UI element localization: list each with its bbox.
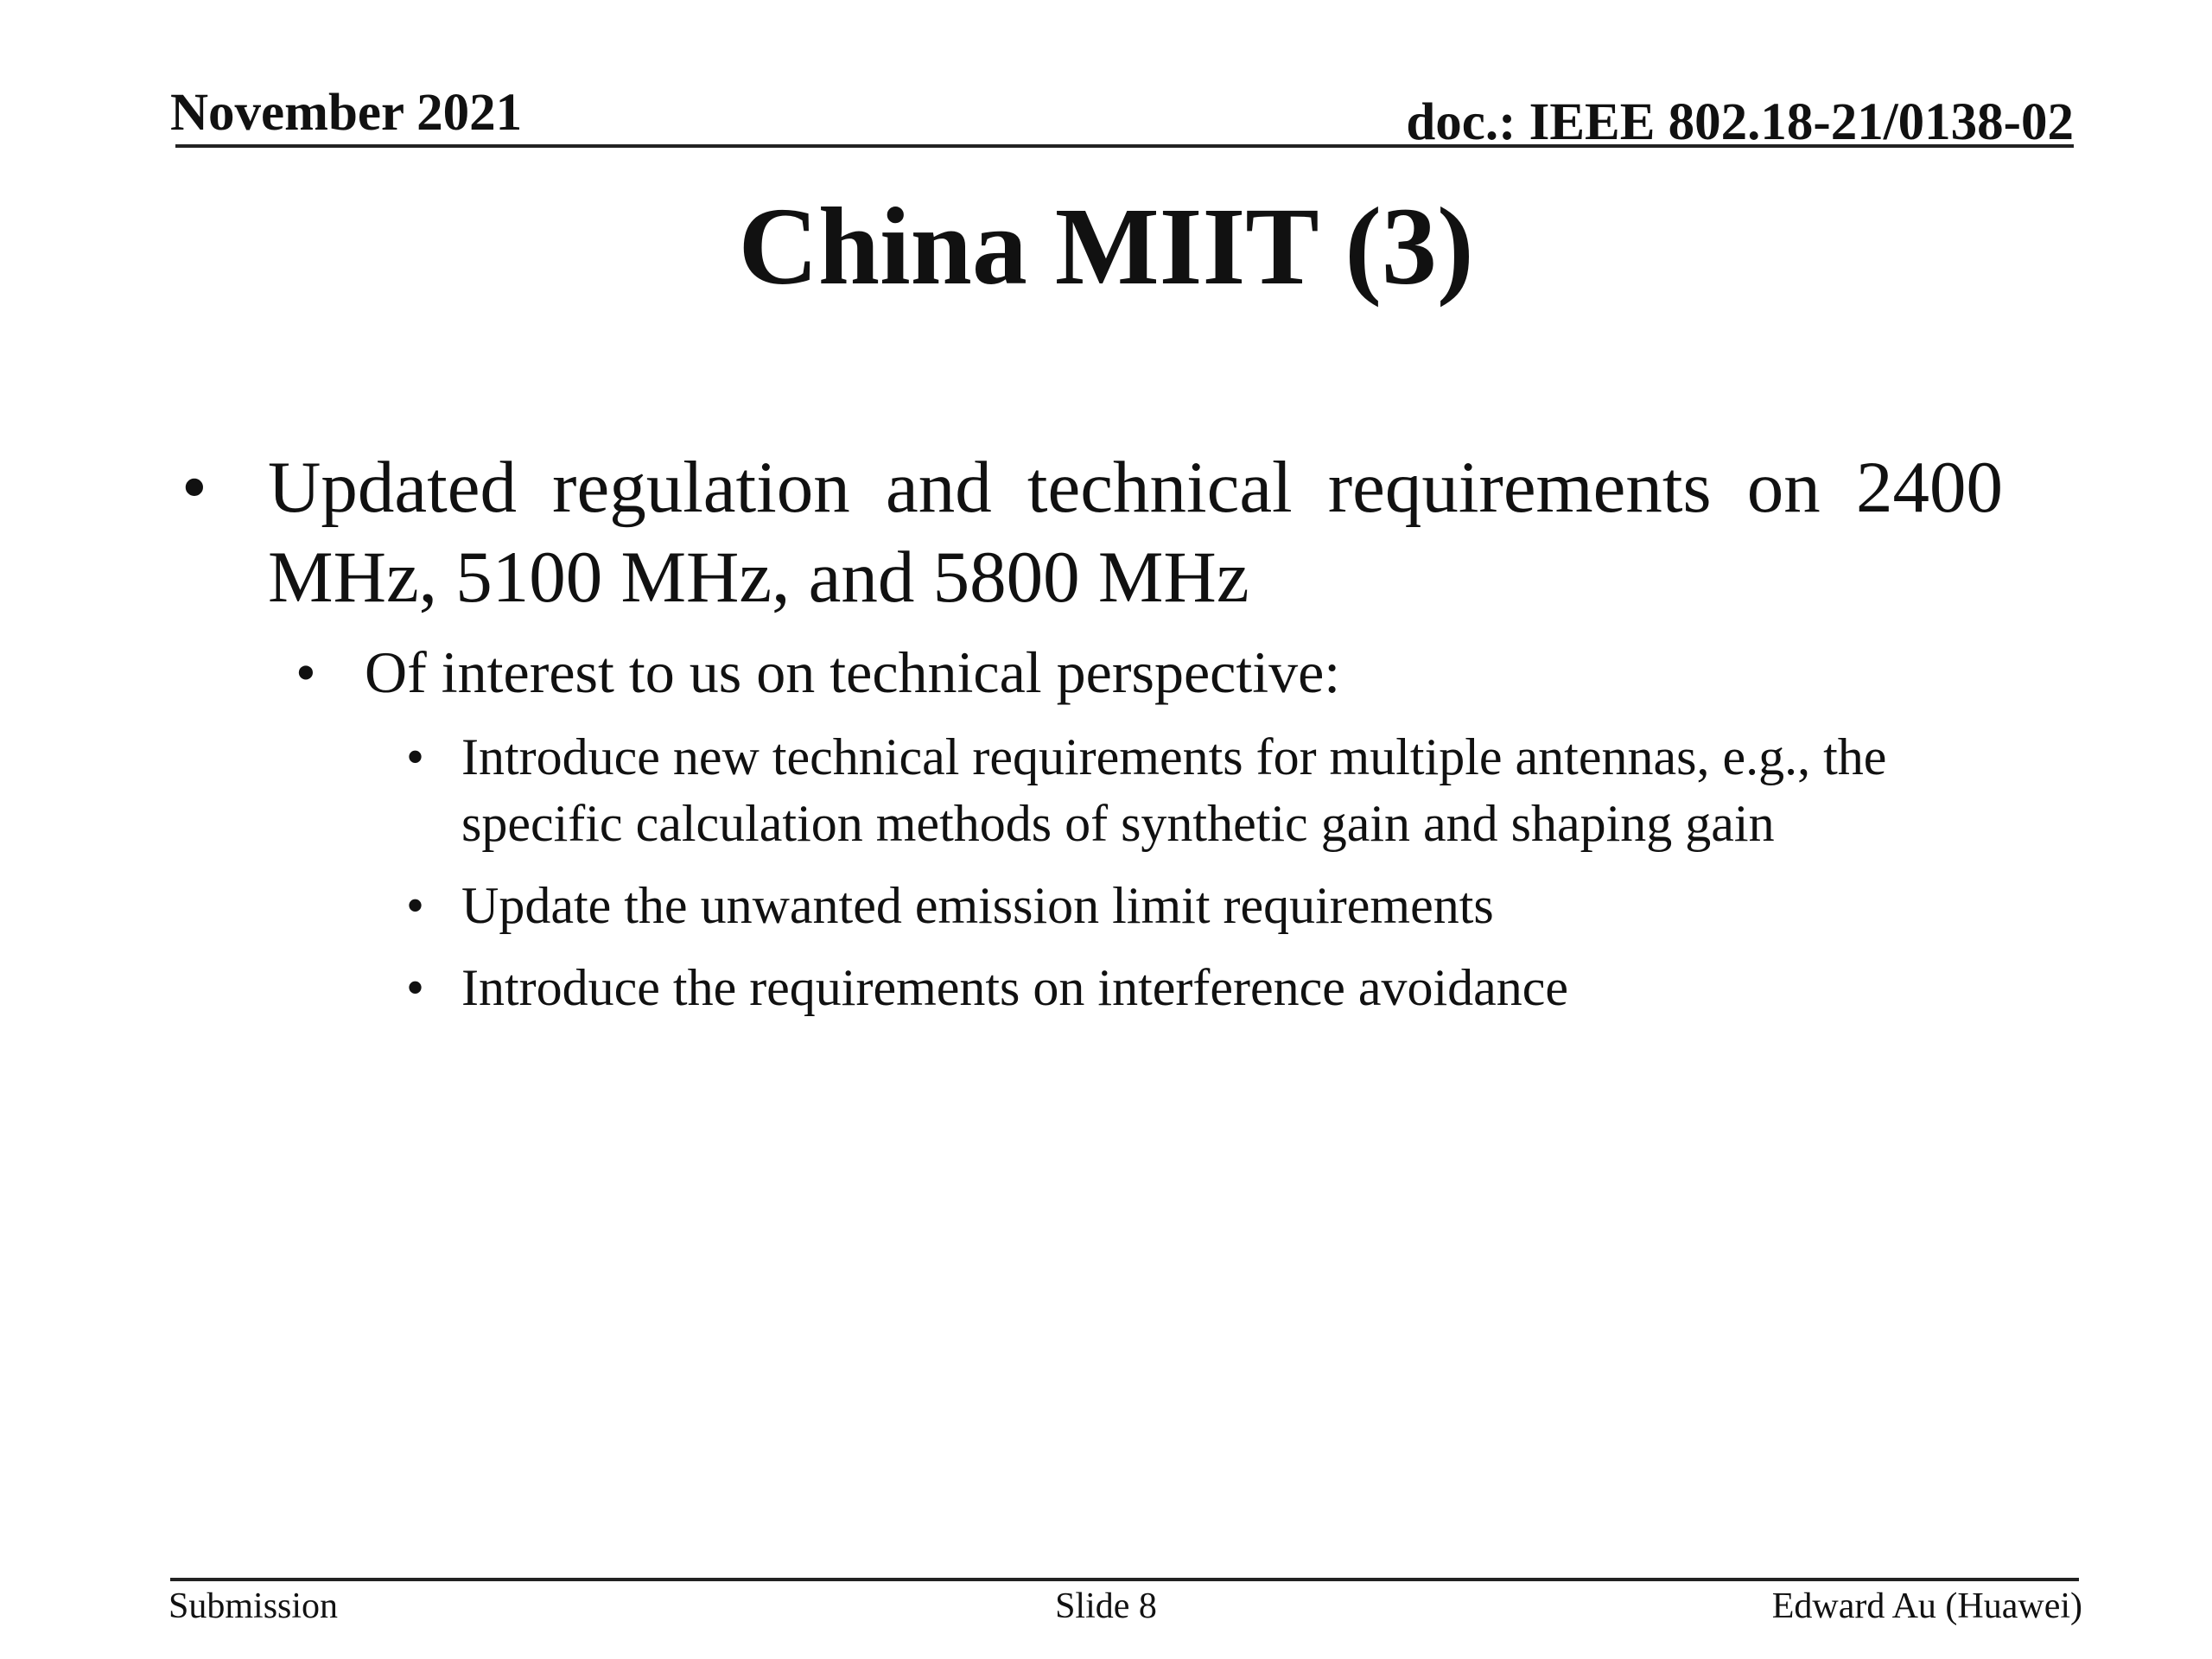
bullet-level1 [181, 442, 2003, 622]
footer-submission: Submission [168, 1586, 339, 1626]
bullet-dot-icon: • [406, 728, 425, 785]
bullet-level3-text: Introduce new technical requirements for multiple antennas, e.g., the specific calculation methods of synthetic gain and shaping gain [461, 728, 1887, 852]
bullet-dot-icon: • [406, 877, 425, 934]
header-divider [175, 144, 2074, 148]
bullet-dot-icon: • [296, 639, 316, 705]
header-doc-id: doc.: IEEE 802.18-21/0138-02 [1406, 93, 2074, 151]
bullet-level3-text: Introduce the requirements on interference avoidance [461, 959, 1569, 1016]
footer-slide-number: Slide 8 [1055, 1586, 1157, 1626]
bullet-level3-item [406, 873, 2008, 939]
bullet-level3-item [406, 955, 2008, 1021]
bullet-level1-text: Updated regulation and technical requirements on 2400 MHz, 5100 MHz, and 5800 MHz [268, 447, 2003, 618]
bullet-level2-text: Of interest to us on technical perspective: [365, 639, 1341, 705]
footer-author: Edward Au (Huawei) [1771, 1586, 2082, 1626]
footer-divider [170, 1578, 2079, 1581]
bullet-dot-icon: • [406, 959, 425, 1016]
bullet-level3-text: Update the unwanted emission limit requirements [461, 877, 1494, 934]
bullet-dot-icon: • [181, 447, 207, 528]
slide-title: China MIIT (3) [738, 185, 1474, 308]
bullet-level3-item [406, 724, 2008, 857]
bullet-level2 [296, 638, 2006, 707]
header-date: November 2021 [170, 84, 523, 142]
